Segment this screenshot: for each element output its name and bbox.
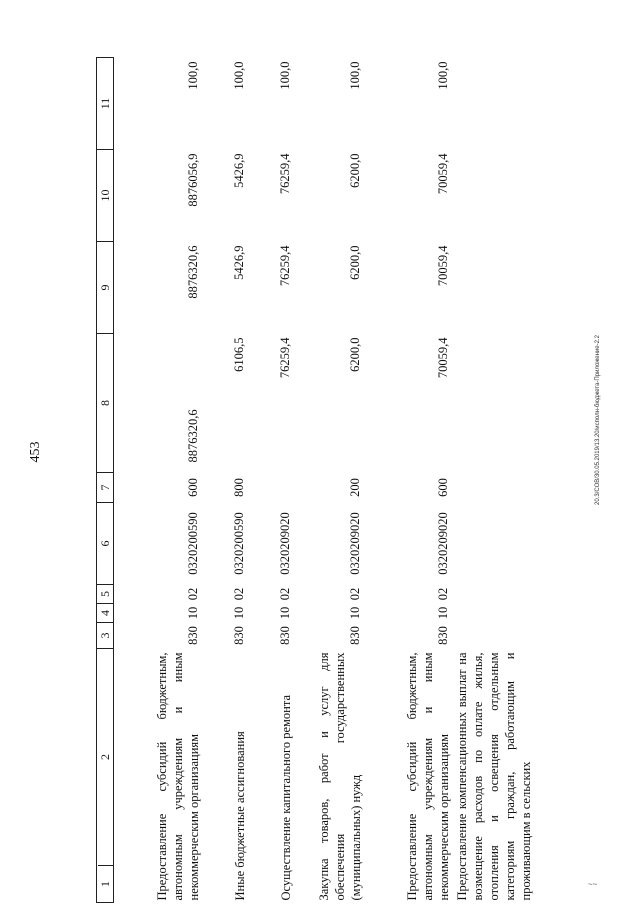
row-value-col8: 6106,5 [232, 337, 246, 372]
row-expense-type [248, 473, 294, 503]
row-value-col10 [452, 150, 594, 242]
row-percent-col11: 100,0 [348, 61, 362, 90]
row-description: Предоставление субсидий бюджетным, автономным учреждениям и иным некоммерческим организациям [405, 652, 451, 901]
header-col-10: 10 [97, 150, 114, 242]
header-col-11: 11 [97, 58, 114, 150]
row-admin-code: 830 [436, 626, 450, 645]
row-admin-code: 830 [278, 626, 292, 645]
corner-mark: ~~ [588, 880, 598, 889]
row-value-col9: 70059,4 [436, 245, 450, 287]
header-col-6: 6 [97, 503, 114, 585]
row-percent-col11: 100,0 [186, 61, 200, 90]
row-subsection-code: 02 [186, 587, 200, 601]
row-value-col8: 8876320,6 [186, 409, 200, 463]
row-value-col8: 6200,0 [348, 337, 362, 372]
row-expense-type [452, 473, 594, 503]
row-description: Предоставление субсидий бюджетным, автономным учреждениям и иным некоммерческим организациям [155, 652, 201, 901]
row-section-code: 10 [436, 606, 450, 620]
row-value-col10: 5426,9 [232, 153, 246, 188]
row-admin-code: 830 [348, 626, 362, 645]
row-target-code: 0320200590 [186, 512, 200, 575]
row-admin-code: 830 [232, 626, 246, 645]
table-row [114, 58, 203, 903]
document-footer-path: 20.3/СОВ/30.05.2019/13.20/исполн-бюджета-Приложение-2.2 [595, 335, 601, 505]
page-number: 453 [28, 441, 43, 463]
row-subsection-code: 02 [278, 587, 292, 601]
header-col-8: 8 [97, 334, 114, 473]
row-subsection-code [452, 585, 594, 604]
row-description: Закупка товаров, работ и услуг для обеспечения государственных (муниципальных) нужд [317, 652, 363, 901]
row-target-code: 0320209020 [348, 512, 362, 575]
row-value-col9: 6200,0 [348, 245, 362, 280]
row-expense-type: 200 [348, 478, 362, 497]
header-col-5: 5 [97, 585, 114, 604]
row-value-col10: 6200,0 [348, 153, 362, 188]
row-target-code: 0320209020 [436, 512, 450, 575]
row-value-col8: 76259,4 [278, 337, 292, 379]
row-subsection-code: 02 [348, 587, 362, 601]
row-target-code: 0320209020 [278, 512, 292, 575]
row-percent-col11: 100,0 [232, 61, 246, 90]
header-col-7: 7 [97, 473, 114, 503]
row-target-code [452, 503, 594, 585]
row-expense-type: 600 [186, 478, 200, 497]
row-section-code: 10 [232, 606, 246, 620]
table-row [452, 58, 594, 903]
table-row [294, 58, 364, 903]
table-header-row [97, 58, 114, 903]
row-subsection-code: 02 [232, 587, 246, 601]
row-description: Иные бюджетные ассигнования [233, 731, 247, 901]
row-value-col10: 70059,4 [436, 153, 450, 195]
row-admin-code [452, 623, 594, 649]
row-value-col8: 70059,4 [436, 337, 450, 379]
row-value-col9: 5426,9 [232, 245, 246, 280]
row-value-col9: 76259,4 [278, 245, 292, 287]
header-col-1-2 [97, 649, 114, 903]
row-value-col8 [452, 334, 594, 473]
header-col-9: 9 [97, 242, 114, 334]
row-value-col9: 8876320,6 [186, 245, 200, 299]
row-expense-type: 800 [232, 478, 246, 497]
row-section-code [452, 604, 594, 623]
header-col-2: 2 [97, 754, 112, 760]
row-value-col10: 8876056,9 [186, 153, 200, 207]
table-row [202, 58, 248, 903]
row-percent-col11: 100,0 [278, 61, 292, 90]
header-col-3: 3 [97, 623, 114, 649]
row-percent-col11 [452, 58, 594, 150]
row-section-code: 10 [278, 606, 292, 620]
row-value-col9 [452, 242, 594, 334]
row-expense-type: 600 [436, 478, 450, 497]
row-admin-code: 830 [186, 626, 200, 645]
row-percent-col11: 100,0 [436, 61, 450, 90]
header-col-1: 1 [98, 865, 113, 902]
row-target-code: 0320200590 [232, 512, 246, 575]
row-subsection-code: 02 [436, 587, 450, 601]
header-col-4: 4 [97, 604, 114, 623]
row-description: Осуществление капитального ремонта [279, 694, 293, 901]
budget-table-rotated [96, 58, 533, 903]
budget-table [96, 57, 594, 903]
row-section-code: 10 [186, 606, 200, 620]
row-value-col10: 76259,4 [278, 153, 292, 195]
row-section-code: 10 [348, 606, 362, 620]
table-row [248, 58, 294, 903]
table-row [364, 58, 452, 903]
row-description: Предоставление компенсационных выплат на возмещение расходов по оплате жилья, отопления и освещения отдельным категориям граждан, работающим и проживающим в сельских [455, 652, 533, 901]
